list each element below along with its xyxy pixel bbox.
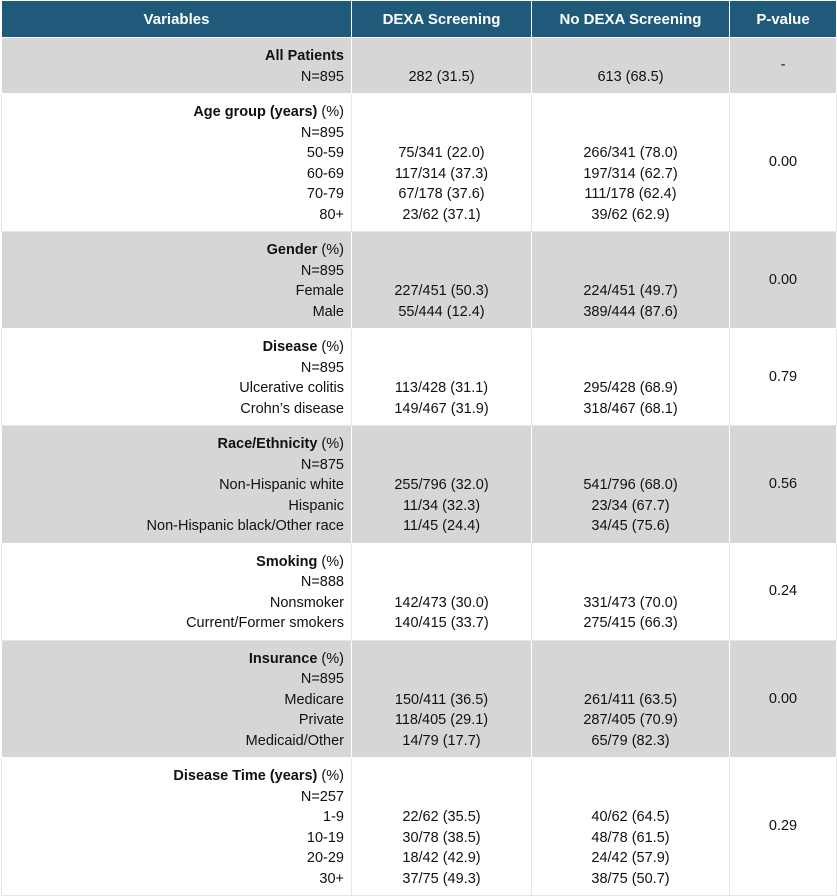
dexa-value-cell [352,329,532,426]
category-label: Current/Former smokers [186,615,344,631]
p-value-cell: 0.24 [730,543,837,640]
dexa-value: 140/415 (33.7) [394,615,489,631]
category-label: Medicaid/Other [245,732,344,749]
spacer [356,102,527,123]
variable-cell [2,329,352,426]
spacer [536,123,725,144]
table-row [2,543,837,640]
spacer [536,455,725,476]
table-row [2,38,837,94]
spacer [356,434,527,455]
spacer [536,102,725,123]
dexa-value: 14/79 (17.7) [402,732,481,749]
no-dexa-value: 40/62 (64.5) [591,809,670,825]
variable-title-suffix: (%) [317,242,344,258]
no-dexa-value: 318/467 (68.1) [583,400,678,417]
spacer [356,669,527,690]
variable-title-text: Race/Ethnicity [217,436,318,452]
variable-title-text: Disease Time (years) [173,768,318,784]
variable-title-text: Smoking [256,553,318,570]
category-label: Medicare [284,691,344,708]
dexa-value-cell [352,38,532,94]
dexa-value: 22/62 (35.5) [402,809,481,825]
dexa-value: 37/75 (49.3) [402,870,481,887]
table-row [2,94,837,232]
category-label: 70-79 [306,186,344,202]
dexa-value-cell [352,426,532,544]
spacer [536,337,725,358]
sample-size: N=257 [300,788,344,805]
dexa-value: 282 (31.5) [408,68,475,85]
variable-cell [2,38,352,94]
sample-size: N=895 [300,262,344,279]
variable-title-suffix: (%) [317,553,344,570]
no-dexa-value: 197/314 (62.7) [583,165,678,182]
dexa-value: 30/78 (38.5) [402,829,481,846]
p-value-cell: 0.56 [730,426,837,544]
p-value-cell: 0.00 [730,640,837,758]
spacer [356,552,527,573]
category-label: Hispanic [288,497,344,514]
no-dexa-value: 23/34 (67.7) [591,497,670,514]
category-label: 50-59 [306,145,344,161]
sample-size: N=888 [300,574,344,590]
category-label: Non-Hispanic white [219,477,344,493]
dexa-value: 23/62 (37.1) [402,206,481,223]
variable-title-suffix: (%) [317,104,344,120]
no-dexa-value: 111/178 (62.4) [584,186,677,202]
no-dexa-value: 224/451 (49.7) [583,283,678,299]
category-label: 30+ [319,870,344,887]
dexa-value-cell [352,543,532,640]
p-value-cell: 0.00 [730,232,837,329]
variable-title-text: All Patients [265,48,344,64]
spacer [536,766,725,787]
p-value-cell: 0.29 [730,758,837,896]
variable-title [6,102,344,123]
spacer [536,669,725,690]
sample-size: N=875 [300,456,344,473]
variable-title [6,766,344,787]
header-dexa-screening: DEXA Screening [352,1,532,38]
dexa-screening-table [1,0,837,896]
dexa-value: 227/451 (50.3) [394,283,489,299]
spacer [356,787,527,808]
dexa-value: 113/428 (31.1) [394,380,489,396]
spacer [536,358,725,379]
variable-cell [2,543,352,640]
category-label: 10-19 [306,829,344,846]
variable-title-text: Age group (years) [193,104,318,120]
category-label: Female [295,283,344,299]
no-dexa-value-cell [532,232,730,329]
variable-title-suffix: (%) [317,436,344,452]
variable-title-text: Gender [266,242,318,258]
no-dexa-value: 287/405 (70.9) [583,712,678,728]
variable-cell [2,426,352,544]
no-dexa-value: 613 (68.5) [597,68,664,85]
p-value-cell: - [730,38,837,94]
variable-title-text: Insurance [248,650,318,667]
dexa-value: 255/796 (32.0) [394,477,489,493]
spacer [536,261,725,282]
header-p-value: P-value [730,1,837,38]
spacer [356,261,527,282]
category-label: Private [298,712,344,728]
sample-size: N=895 [300,359,344,376]
dexa-value-cell [352,232,532,329]
category-label: 20-29 [306,850,344,866]
variable-title-suffix: (%) [317,650,344,667]
variable-title [6,552,344,573]
dexa-value: 117/314 (37.3) [394,165,489,182]
variable-title [6,337,344,358]
no-dexa-value-cell [532,426,730,544]
no-dexa-value: 65/79 (82.3) [591,732,670,749]
spacer [356,337,527,358]
table-row [2,640,837,758]
spacer [356,572,527,593]
spacer [356,240,527,261]
header-row [2,1,837,38]
no-dexa-value: 541/796 (68.0) [583,477,678,493]
dexa-value-cell [352,640,532,758]
dexa-value: 18/42 (42.9) [402,850,481,866]
category-label: Non-Hispanic black/Other race [146,518,344,534]
variable-title [6,649,344,670]
variable-title [6,240,344,261]
variable-title-text: Disease [262,339,318,355]
table-row [2,758,837,896]
no-dexa-value: 48/78 (61.5) [591,829,670,846]
category-label: 80+ [319,206,344,223]
table-row [2,232,837,329]
no-dexa-value-cell [532,640,730,758]
no-dexa-value: 261/411 (63.5) [583,691,678,708]
dexa-value: 149/467 (31.9) [394,400,489,417]
category-label: Crohn’s disease [240,400,344,417]
spacer [356,455,527,476]
sample-size: N=895 [300,68,344,85]
p-value-cell: 0.00 [730,94,837,232]
p-value-cell: 0.79 [730,329,837,426]
dexa-value: 11/45 (24.4) [402,518,481,534]
no-dexa-value: 24/42 (57.9) [591,850,670,866]
dexa-value: 55/444 (12.4) [398,303,485,320]
category-label: Ulcerative colitis [239,380,344,396]
no-dexa-value-cell [532,94,730,232]
no-dexa-value: 266/341 (78.0) [583,145,678,161]
variable-cell [2,640,352,758]
category-label: 60-69 [306,165,344,182]
dexa-value-cell [352,94,532,232]
no-dexa-value: 389/444 (87.6) [583,303,678,320]
spacer [536,240,725,261]
spacer [536,787,725,808]
category-label: Male [312,303,344,320]
category-label: Nonsmoker [269,594,344,611]
header-no-dexa-screening: No DEXA Screening [532,1,730,38]
no-dexa-value: 275/415 (66.3) [583,615,678,631]
dexa-value: 11/34 (32.3) [402,497,481,514]
no-dexa-value-cell [532,38,730,94]
category-label: 1-9 [323,809,344,825]
spacer [536,649,725,670]
sample-size: N=895 [300,124,344,141]
sample-size: N=895 [300,671,344,687]
no-dexa-value-cell [532,758,730,896]
dexa-value: 118/405 (29.1) [394,712,489,728]
spacer [536,552,725,573]
variable-title [6,46,344,67]
variable-cell [2,94,352,232]
spacer [356,649,527,670]
spacer [536,46,725,67]
no-dexa-value: 331/473 (70.0) [583,594,678,611]
no-dexa-value-cell [532,329,730,426]
header-variables: Variables [2,1,352,38]
spacer [356,358,527,379]
table-row [2,329,837,426]
variable-title-suffix: (%) [317,339,344,355]
variable-cell [2,758,352,896]
spacer [356,766,527,787]
no-dexa-value-cell [532,543,730,640]
dexa-value: 67/178 (37.6) [398,186,485,202]
dexa-value-cell [352,758,532,896]
no-dexa-value: 39/62 (62.9) [591,206,670,223]
no-dexa-value: 295/428 (68.9) [583,380,678,396]
spacer [356,46,527,67]
no-dexa-value: 38/75 (50.7) [591,870,670,887]
no-dexa-value: 34/45 (75.6) [591,518,670,534]
spacer [536,434,725,455]
variable-title-suffix: (%) [317,768,344,784]
variable-title [6,434,344,455]
spacer [536,572,725,593]
table-row [2,426,837,544]
dexa-value: 75/341 (22.0) [398,145,485,161]
spacer [356,123,527,144]
variable-cell [2,232,352,329]
dexa-value: 142/473 (30.0) [394,594,489,611]
dexa-value: 150/411 (36.5) [394,691,489,708]
